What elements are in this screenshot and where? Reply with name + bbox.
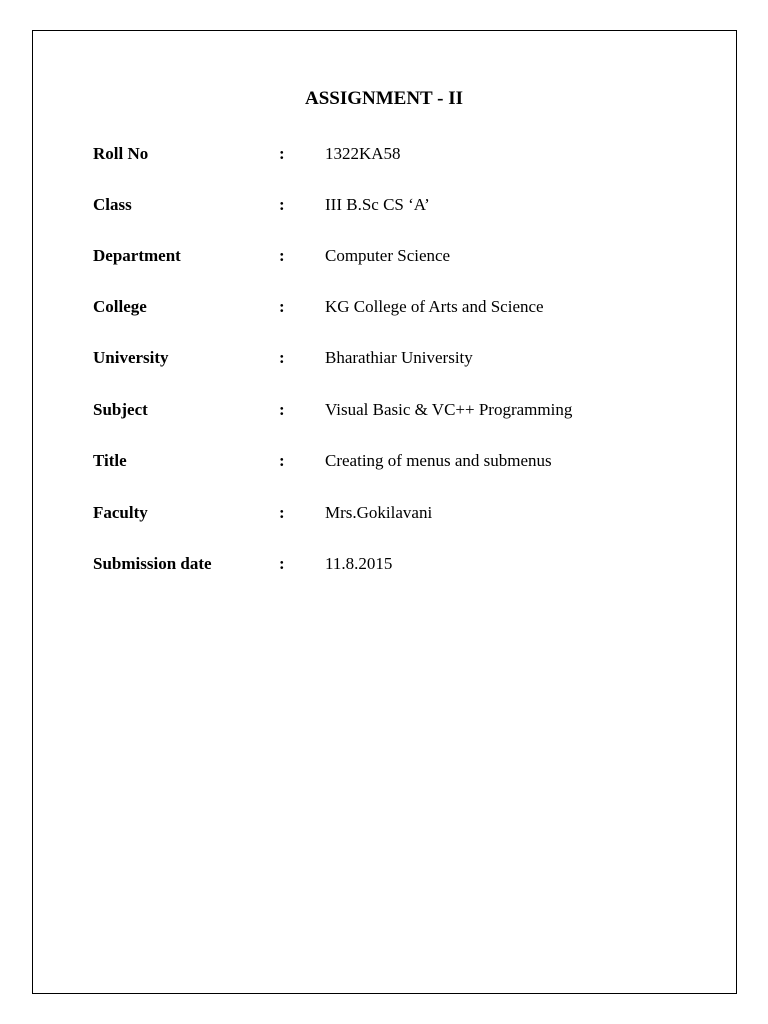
field-subject [0,398,768,422]
field-separator: : [279,451,285,470]
field-label: Subject [93,400,148,419]
field-value: Computer Science [325,246,451,265]
field-faculty [0,501,768,525]
field-value: Visual Basic & VC++ Programming [325,400,573,419]
field-submission-date [0,552,768,576]
field-label: Title [93,451,127,470]
field-separator: : [279,400,285,419]
field-value: Creating of menus and submenus [325,451,552,470]
field-value: KG College of Arts and Science [325,297,544,316]
field-label: Class [93,195,132,214]
field-value: Mrs.Gokilavani [325,503,433,522]
field-value: 11.8.2015 [325,554,393,573]
field-separator: : [279,195,285,214]
field-value: Bharathiar University [325,348,473,367]
field-separator: : [279,246,285,265]
field-label: University [93,348,169,367]
field-label: College [93,297,147,316]
field-label: Submission date [93,554,212,573]
field-class [0,193,768,217]
field-separator: : [279,144,285,163]
document-title: ASSIGNMENT - II [304,88,464,109]
field-label: Department [93,246,181,265]
field-title [0,449,768,473]
field-value: III B.Sc CS ‘A’ [325,195,430,214]
field-separator: : [279,503,285,522]
field-roll-no [0,142,768,166]
field-separator: : [279,348,285,367]
field-university [0,346,768,370]
field-department [0,244,768,268]
field-college [0,295,768,319]
field-label: Roll No [93,144,149,163]
field-value: 1322KA58 [325,144,401,163]
field-separator: : [279,554,285,573]
field-separator: : [279,297,285,316]
field-label: Faculty [93,503,148,522]
